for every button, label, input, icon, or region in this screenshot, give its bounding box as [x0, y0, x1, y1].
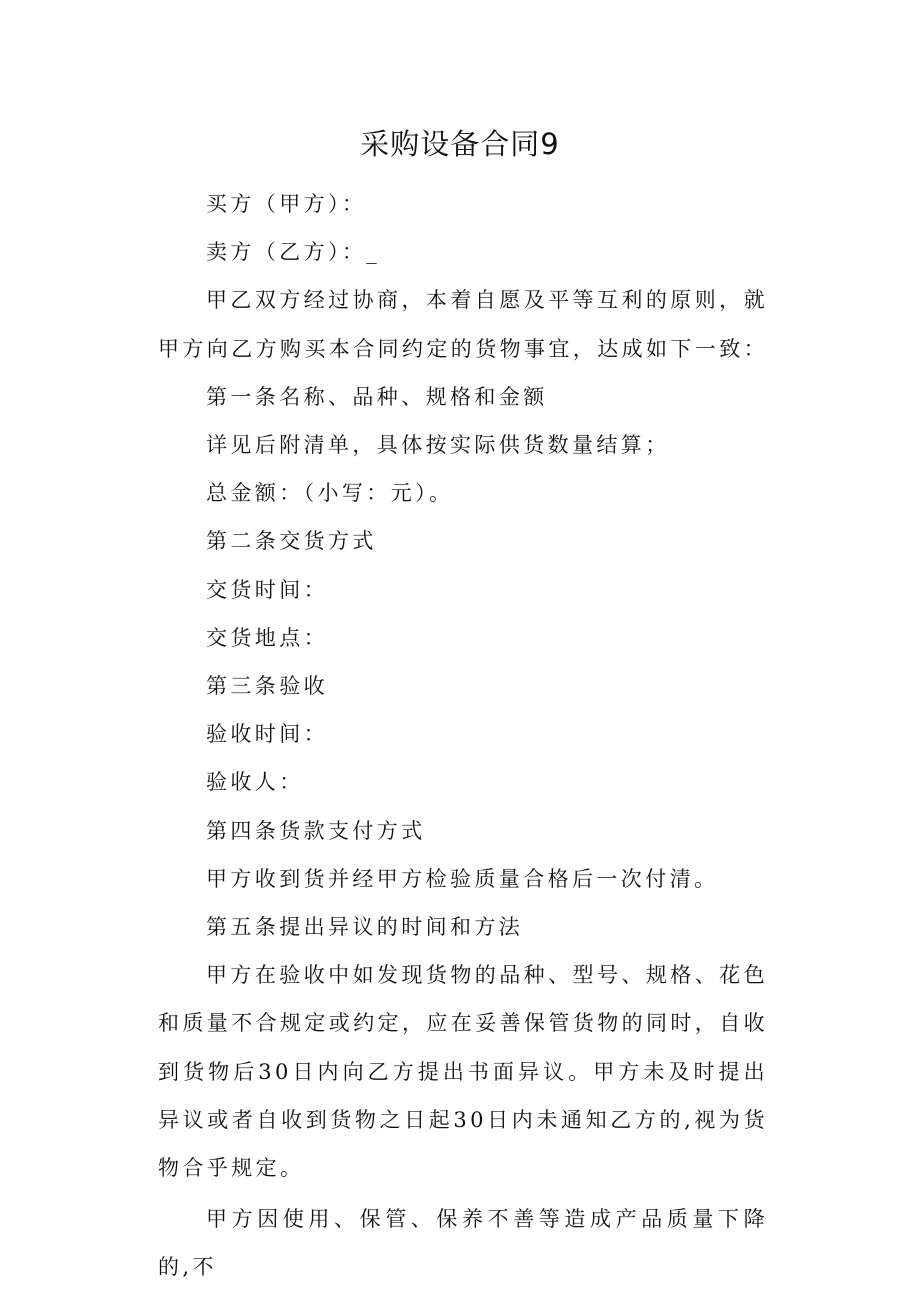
article-1-detail: 详见后附清单，具体按实际供货数量结算； [206, 433, 670, 458]
buyer-line: 买方（甲方）： [206, 192, 367, 216]
article-3-heading: 第三条验收 [206, 674, 328, 699]
article-1-heading: 第一条名称、品种、规格和金额 [206, 384, 548, 409]
article-5-heading: 第五条提出异议的时间和方法 [206, 915, 524, 940]
document-body [158, 180, 768, 1292]
acceptance-time-line: 验收时间： [206, 722, 328, 747]
seller-line: 卖方（乙方）：_ [206, 240, 381, 265]
article-4-heading: 第四条货款支付方式 [206, 818, 426, 843]
objection-paragraph: 甲方在验收中如发现货物的品种、型号、规格、花色和质量不合规定或约定，应在妥善保管货物的同时，自收到货物后30日内向乙方提出书面异议。甲方未及时提出异议或者自收到货物之日起30日内未通知乙方的,视为货物合乎规定。 [158, 963, 768, 1181]
delivery-place-line: 交货地点： [206, 625, 328, 650]
article-1-total: 总金额：（小写：元）。 [206, 481, 454, 506]
article-2-heading: 第二条交货方式 [206, 529, 377, 554]
acceptance-person-line: 验收人： [206, 770, 304, 795]
payment-paragraph: 甲方收到货并经甲方检验质量合格后一次付清。 [206, 866, 719, 891]
delivery-time-line: 交货时间： [206, 577, 328, 602]
document-title: 采购设备合同9 [360, 127, 560, 161]
quality-decline-paragraph: 甲方因使用、保管、保养不善等造成产品质量下降的,不 [158, 1207, 768, 1280]
preamble-paragraph: 甲乙双方经过协商，本着自愿及平等互利的原则，就甲方向乙方购买本合同约定的货物事宜，达成如下一致： [158, 288, 768, 361]
